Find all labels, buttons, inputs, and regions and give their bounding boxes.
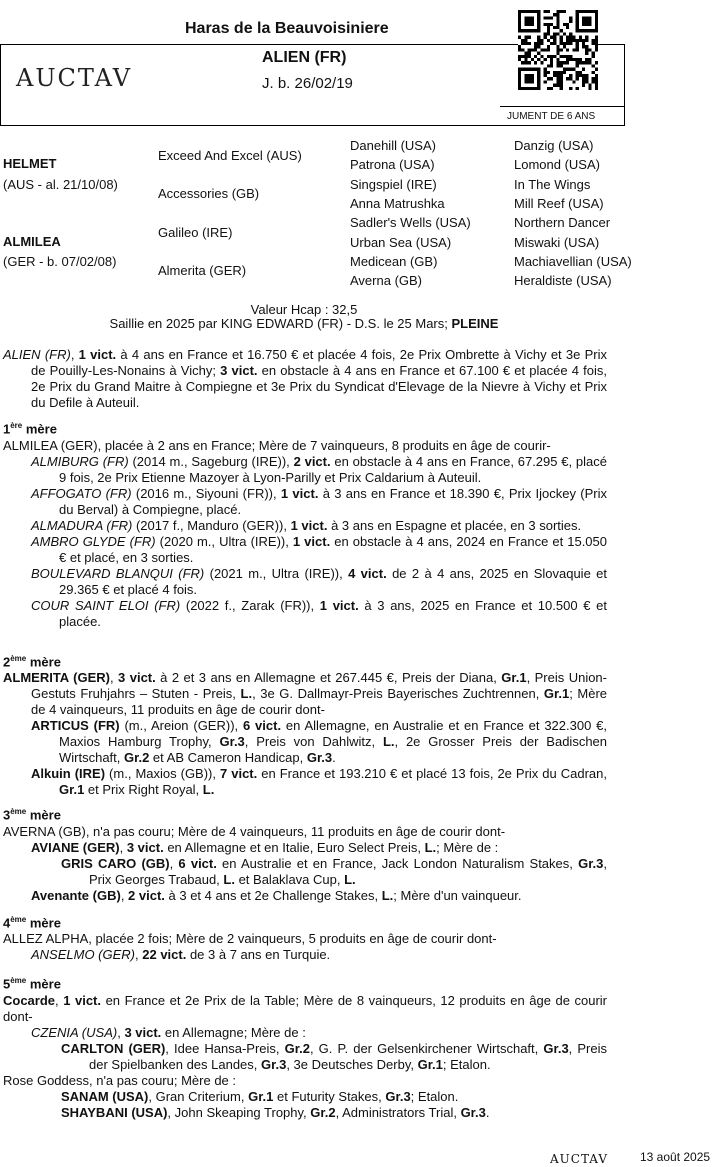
list-item: ALMADURA (FR) (2017 f., Manduro (GER)), 1 vict. à 3 ans en Espagne et placée, en 3 sorties. xyxy=(31,518,582,533)
dam-5-intro: Cocarde, 1 vict. en France et 2e Prix de la Table; Mère de 8 vainqueurs, 12 produits en âge de courir dont- xyxy=(3,993,608,1024)
list-item: AMBRO GLYDE (FR) (2020 m., Ultra (IRE)), 1 vict. en obstacle à 4 ans, 2024 en France et 15.050 € et placé, en 3 sorties. xyxy=(31,534,608,565)
dam-3-intro: AVERNA (GB), n'a pas couru; Mère de 4 vainqueurs, 11 produits en âge de courir dont- xyxy=(3,824,506,839)
list-item: Avenante (GB), 2 vict. à 3 et 4 ans et 2e Challenge Stakes, L.; Mère d'un vainqueur. xyxy=(31,888,522,903)
hcap-value: Valeur Hcap : 32,5 xyxy=(250,302,358,317)
pedigree-gen3: Averna (GB) xyxy=(350,273,423,288)
list-item: Rose Goddess, n'a pas couru; Mère de : xyxy=(3,1073,236,1088)
pedigree-gen4: In The Wings xyxy=(514,177,591,192)
saillie-status: PLEINE xyxy=(451,316,499,331)
list-item: GRIS CARO (GB), 6 vict. en Australie et en France, Jack London Naturalism Stakes, Gr.3, Prix Georges Trabaud, L. et Balaklava Cup, L. xyxy=(61,856,607,887)
dam-3-block xyxy=(3,824,607,904)
pedigree-gen3: Sadler's Wells (USA) xyxy=(350,215,471,230)
pedigree-gen3: Anna Matrushka xyxy=(350,196,445,211)
pedigree-gen3: Urban Sea (USA) xyxy=(350,235,452,250)
dam-4-intro: ALLEZ ALPHA, placée 2 fois; Mère de 2 vainqueurs, 5 produits en âge de courir dont- xyxy=(3,931,497,946)
list-item: AVIANE (GER), 3 vict. en Allemagne et en Italie, Euro Select Preis, L.; Mère de : xyxy=(31,840,499,855)
header-divider xyxy=(500,106,625,107)
pedigree-gen3: Medicean (GB) xyxy=(350,254,438,269)
sire-info: (AUS - al. 21/10/08) xyxy=(3,177,118,192)
list-item: ALMIBURG (FR) (2014 m., Sageburg (IRE)), 2 vict. en obstacle à 4 ans en France, 67.295 €, placé 9 fois, 2e Prix Etienne Mazoyer à Lyon-Parilly et Prix Caldarium à Auteuil. xyxy=(31,454,607,485)
pedigree-gen4: Lomond (USA) xyxy=(514,157,600,172)
pedigree-gen4: Danzig (USA) xyxy=(514,138,594,153)
list-item: SANAM (USA), Gran Criterium, Gr.1 et Futurity Stakes, Gr.3; Etalon. xyxy=(61,1089,459,1104)
section-heading-1: 1ère mère xyxy=(3,421,57,437)
list-item: CARLTON (GER), Idee Hansa-Preis, Gr.2, G. P. der Gelsenkirchener Wirtschaft, Gr.3, Preis der Spielbanken des Landes, Gr.3, 3e Deutsches Derby, Gr.1; Etalon. xyxy=(61,1041,608,1072)
dam-name: ALMILEA xyxy=(3,234,61,249)
saillie-text: Saillie en 2025 par KING EDWARD (FR) - D.S. le 25 Mars; xyxy=(109,316,452,331)
horse-birth-info: J. b. 26/02/19 xyxy=(262,75,353,92)
auctav-logo: AUCTAV xyxy=(16,64,133,92)
pedigree-gen2: Exceed And Excel (AUS) xyxy=(158,148,302,163)
dam-1-block xyxy=(3,438,607,630)
list-item: AFFOGATO (FR) (2016 m., Siyouni (FR)), 1 vict. à 3 ans en France et 18.390 €, Prix Ijockey (Prix du Berval) à Compiegne, placé. xyxy=(31,486,607,517)
pedigree-gen3: Patrona (USA) xyxy=(350,157,435,172)
list-item: Alkuin (IRE) (m., Maxios (GB)), 7 vict. en France et 193.210 € et placé 13 fois, 2e Prix du Cadran, Gr.1 et Prix Right Royal, L. xyxy=(31,766,608,797)
section-heading-5: 5ème mère xyxy=(3,976,61,992)
pedigree-gen2: Galileo (IRE) xyxy=(158,225,233,240)
footer-date: 13 août 2025 xyxy=(640,1150,711,1164)
dam-4-block xyxy=(3,931,607,963)
dam-2-intro: ALMERITA (GER), 3 vict. à 2 et 3 ans en Allemagne et 267.445 €, Preis der Diana, Gr.1, Preis Union-Gestuts Fruhjahrs – Stuten - Preis, L., 3e G. Dallmayr-Preis Bayerisches Zuchtrennen, Gr.1; Mère de 4 vainqueurs, 11 produits en âge de courir dont- xyxy=(3,670,608,717)
pedigree-gen4: Northern Dancer xyxy=(514,215,611,230)
dam-5-block xyxy=(3,993,607,1121)
saillie-line xyxy=(0,316,608,331)
stud-name: Haras de la Beauvoisiniere xyxy=(185,20,389,37)
section-heading-4: 4ème mère xyxy=(3,915,61,931)
list-item: COUR SAINT ELOI (FR) (2022 f., Zarak (FR)), 1 vict. à 3 ans, 2025 en France et 10.500 € et placée. xyxy=(31,598,607,629)
list-item: BOULEVARD BLANQUI (FR) (2021 m., Ultra (IRE)), 4 vict. de 2 à 4 ans, 2025 en Slovaquie et 29.365 € et placé 4 fois. xyxy=(31,566,607,597)
horse-record: ALIEN (FR), 1 vict. à 4 ans en France et 16.750 € et placée 4 fois, 2e Prix Ombrette à Vichy et 3e Prix de Pouilly-Les-Nonains à Vichy; 3 vict. en obstacle à 4 ans en France et 67.100 € et placée 4 fois, 2e Prix du Grand Maitre à Compiegne et 3e Prix du Syndicat d'Elevage de la Nievre à Vichy et Prix du Defile à Auteuil. xyxy=(3,347,608,410)
pedigree-gen4: Miswaki (USA) xyxy=(514,235,600,250)
horse-name-inline: ALIEN (FR) xyxy=(3,347,71,362)
qr-code-icon[interactable] xyxy=(518,10,598,90)
list-item: CZENIA (USA), 3 vict. en Allemagne; Mère de : xyxy=(31,1025,306,1040)
section-heading-3: 3ème mère xyxy=(3,807,61,823)
pedigree-gen3: Danehill (USA) xyxy=(350,138,436,153)
footer-logo: AUCTAV xyxy=(550,1152,609,1166)
sex-age-label: JUMENT DE 6 ANS xyxy=(507,111,596,122)
pedigree-gen2: Almerita (GER) xyxy=(158,263,247,278)
pedigree-gen4: Heraldiste (USA) xyxy=(514,273,612,288)
dam-2-block xyxy=(3,670,607,798)
list-item: ARTICUS (FR) (m., Areion (GER)), 6 vict. en Allemagne, en Australie et en France et 322.300 €, Maxios Hamburg Trophy, Gr.3, Preis von Dahlwitz, L., 2e Grosser Preis der Badischen Wirtschaft, Gr.2 et AB Cameron Handicap, Gr.3. xyxy=(31,718,608,765)
section-heading-2: 2ème mère xyxy=(3,654,61,670)
list-item: ANSELMO (GER), 22 vict. de 3 à 7 ans en Turquie. xyxy=(31,947,331,962)
list-item: SHAYBANI (USA), John Skeaping Trophy, Gr.2, Administrators Trial, Gr.3. xyxy=(61,1105,490,1120)
pedigree-gen2: Accessories (GB) xyxy=(158,186,260,201)
dam-info: (GER - b. 07/02/08) xyxy=(3,254,117,269)
sire-name: HELMET xyxy=(3,156,57,171)
pedigree-gen4: Machiavellian (USA) xyxy=(514,254,632,269)
dam-1-intro: ALMILEA (GER), placée à 2 ans en France; Mère de 7 vainqueurs, 8 produits en âge de courir- xyxy=(3,438,551,453)
pedigree-gen4: Mill Reef (USA) xyxy=(514,196,604,211)
pedigree-gen3: Singspiel (IRE) xyxy=(350,177,437,192)
horse-name: ALIEN (FR) xyxy=(262,49,347,66)
